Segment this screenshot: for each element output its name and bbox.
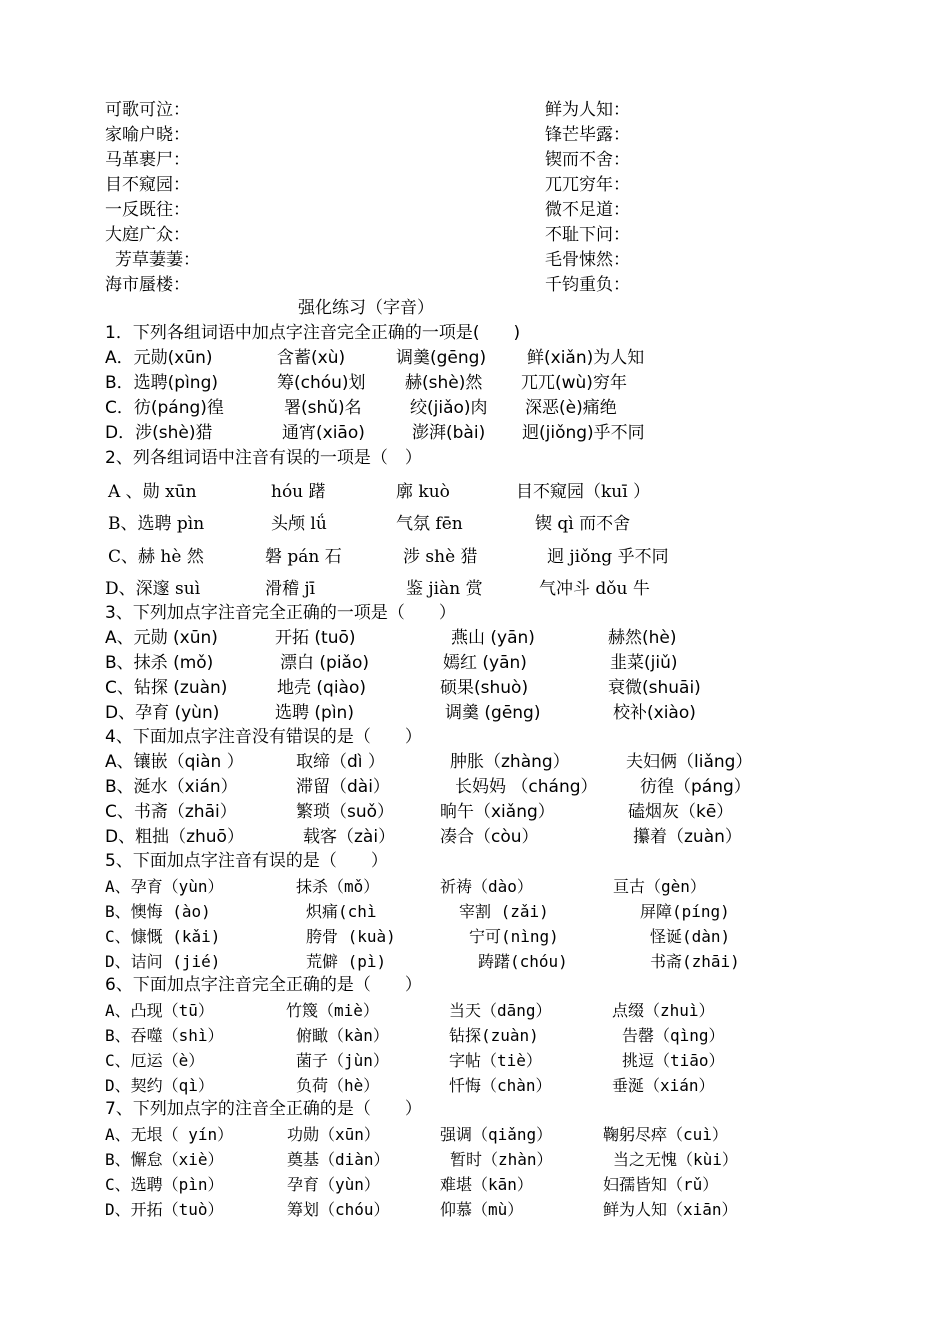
- idiom-left: 海市蜃楼：: [105, 275, 190, 295]
- option-cell: B、懊悔 (ào): [105, 902, 211, 921]
- option-row: [0, 701, 950, 726]
- option-row: [0, 800, 950, 825]
- option-cell: 选聘 (pìn): [275, 703, 354, 723]
- option-row: [0, 371, 950, 396]
- q2-stem: 2、列各组词语中注音有误的一项是（ ）: [105, 448, 422, 468]
- option-cell: 目不窥园（kuī ）: [516, 482, 651, 502]
- option-row: [0, 775, 950, 800]
- option-row: [0, 750, 950, 775]
- question-stem: [0, 849, 950, 874]
- option-cell: 炽痛(chì: [306, 902, 377, 921]
- option-cell: 彷徨（páng）: [640, 777, 751, 797]
- option-cell: A 、勋 xūn: [108, 482, 197, 502]
- option-row: [0, 1122, 950, 1147]
- option-cell: D、契约（qì）: [105, 1076, 214, 1095]
- question-stem: [0, 321, 950, 346]
- idiom-right: 微不足道：: [545, 200, 630, 220]
- option-cell: B．选聘(pìng): [105, 373, 219, 393]
- option-cell: 抹杀（mǒ）: [296, 877, 380, 896]
- option-row: [0, 346, 950, 371]
- option-cell: 鲜(xiǎn)为人知: [527, 348, 645, 368]
- idiom-row: [0, 98, 950, 123]
- option-cell: D、诘问 (jié): [105, 952, 221, 971]
- section-title: 强化练习（字音）: [298, 298, 434, 318]
- option-cell: 强调（qiǎng）: [440, 1125, 553, 1144]
- option-row: [0, 899, 950, 924]
- option-cell: 取缔（dì ）: [296, 752, 385, 772]
- question-stem: [0, 446, 950, 471]
- option-cell: C、书斋（zhāi）: [105, 802, 237, 822]
- option-cell: B、懈怠（xiè）: [105, 1150, 224, 1169]
- option-cell: 亘古（gèn）: [613, 877, 706, 896]
- option-cell: 暂时（zhàn）: [450, 1150, 553, 1169]
- option-cell: 廓 kuò: [396, 482, 450, 502]
- idiom-left: 可歌可泣：: [105, 100, 190, 120]
- option-cell: 夫妇俩（liǎng）: [626, 752, 753, 772]
- option-cell: 字帖（tiè）: [449, 1051, 542, 1070]
- option-cell: 繁琐（suǒ）: [296, 802, 395, 822]
- idiom-left: 马革裹尸：: [105, 150, 190, 170]
- idiom-right: 毛骨悚然：: [545, 250, 630, 270]
- idiom-right: 锋芒毕露：: [545, 125, 630, 145]
- option-cell: C、选聘（pìn）: [105, 1175, 224, 1194]
- q5-stem: 5、下面加点字注音有误的是（ ）: [105, 851, 388, 871]
- idiom-row: [0, 223, 950, 248]
- option-row: [0, 545, 950, 570]
- option-cell: 赫(shè)然: [405, 373, 483, 393]
- option-row: [0, 949, 950, 974]
- option-cell: D．涉(shè)猎: [105, 423, 213, 443]
- option-cell: 肿胀（zhàng）: [450, 752, 570, 772]
- option-cell: 难堪（kān）: [440, 1175, 533, 1194]
- idiom-left: 目不窥园：: [105, 175, 190, 195]
- option-cell: 俯瞰（kàn）: [296, 1026, 389, 1045]
- option-cell: A、孕育（yùn）: [105, 877, 224, 896]
- option-cell: 涉 shè 猎: [403, 547, 478, 567]
- option-cell: 迥(jiǒng)乎不同: [522, 423, 645, 443]
- option-cell: 奠基（diàn）: [287, 1150, 390, 1169]
- option-cell: C、钻探 (zuàn): [105, 678, 228, 698]
- idiom-row: [0, 123, 950, 148]
- option-cell: 含蓄(xù): [277, 348, 346, 368]
- option-cell: 磐 pán 石: [265, 547, 342, 567]
- option-row: [0, 421, 950, 446]
- option-cell: C、慷慨 (kǎi): [105, 927, 221, 946]
- option-cell: 忏悔（chàn）: [449, 1076, 552, 1095]
- option-cell: 宁可(nìng): [469, 927, 559, 946]
- option-cell: 调羹 (gēng): [445, 703, 541, 723]
- q1-stem: 1．下列各组词语中加点字注音完全正确的一项是( ): [105, 323, 521, 343]
- idiom-left: 一反既往：: [105, 200, 190, 220]
- option-row: [0, 924, 950, 949]
- option-cell: 头颅 lǘ: [271, 514, 327, 534]
- idiom-right: 不耻下问：: [545, 225, 630, 245]
- option-cell: 磕烟灰（kē）: [628, 802, 734, 822]
- idiom-right: 鲜为人知：: [545, 100, 630, 120]
- option-cell: 署(shǔ)名: [284, 398, 362, 418]
- option-cell: 书斋(zhāi): [650, 952, 740, 971]
- question-stem: [0, 973, 950, 998]
- option-cell: 衰微(shuāi): [608, 678, 701, 698]
- option-cell: 燕山 (yān): [451, 628, 535, 648]
- idiom-left: 芳草萋萋：: [115, 250, 200, 270]
- option-cell: 踌躇(chóu): [478, 952, 568, 971]
- option-cell: 地壳 (qiào): [277, 678, 367, 698]
- option-cell: B、选聘 pìn: [108, 514, 205, 534]
- idiom-right: 千钧重负：: [545, 275, 630, 295]
- q6-stem: 6、下面加点字注音完全正确的是（ ）: [105, 975, 422, 995]
- option-row: [0, 396, 950, 421]
- option-cell: 负荷（hè）: [296, 1076, 380, 1095]
- question-stem: [0, 725, 950, 750]
- option-cell: 凑合（còu）: [440, 827, 539, 847]
- option-cell: 竹篾（miè）: [286, 1001, 379, 1020]
- option-row: [0, 1023, 950, 1048]
- option-cell: 筹(chóu)划: [277, 373, 366, 393]
- option-cell: 澎湃(bài): [412, 423, 486, 443]
- idiom-right: 兀兀穷年：: [545, 175, 630, 195]
- option-row: [0, 998, 950, 1023]
- option-cell: 开拓 (tuō): [275, 628, 356, 648]
- option-cell: 兀兀(wù)穷年: [521, 373, 627, 393]
- option-row: [0, 512, 950, 537]
- option-row: [0, 1073, 950, 1098]
- option-cell: B、抹杀 (mǒ): [105, 653, 214, 673]
- option-row: [0, 676, 950, 701]
- option-row: [0, 1172, 950, 1197]
- option-cell: 锲 qì 而不舍: [535, 514, 631, 534]
- idiom-row: [0, 148, 950, 173]
- option-cell: 气氛 fēn: [396, 514, 463, 534]
- option-cell: 嫣红 (yān): [443, 653, 527, 673]
- option-row: [0, 577, 950, 602]
- option-cell: 赫然(hè): [608, 628, 677, 648]
- option-cell: 鲜为人知（xiān）: [603, 1200, 738, 1219]
- option-cell: 祈祷（dào）: [440, 877, 533, 896]
- idiom-right: 锲而不舍：: [545, 150, 630, 170]
- option-cell: 当天（dāng）: [449, 1001, 552, 1020]
- option-cell: 深恶(è)痛绝: [525, 398, 617, 418]
- option-row: [0, 825, 950, 850]
- option-cell: D、开拓（tuò）: [105, 1200, 224, 1219]
- option-cell: 通宵(xiāo): [282, 423, 365, 443]
- option-cell: 点缀（zhuì）: [612, 1001, 715, 1020]
- idiom-left: 大庭广众：: [105, 225, 190, 245]
- option-row: [0, 874, 950, 899]
- option-cell: hóu 躇: [271, 482, 326, 502]
- option-cell: D、孕育 (yùn): [105, 703, 220, 723]
- option-cell: 荒僻 (pì): [306, 952, 387, 971]
- option-cell: 攥着（zuàn）: [633, 827, 742, 847]
- option-cell: 调羹(gēng): [396, 348, 487, 368]
- option-cell: 绞(jiǎo)肉: [410, 398, 488, 418]
- option-cell: 挑逗（tiāo）: [622, 1051, 725, 1070]
- option-cell: 孕育（yùn）: [287, 1175, 380, 1194]
- option-row: [0, 1147, 950, 1172]
- option-cell: D、粗拙（zhuō）: [105, 827, 244, 847]
- option-cell: 漂白 (piǎo): [280, 653, 370, 673]
- option-cell: 韭菜(jiǔ): [610, 653, 678, 673]
- option-cell: 校补(xiào): [613, 703, 696, 723]
- option-cell: 硕果(shuò): [440, 678, 529, 698]
- option-cell: 仰慕（mù）: [440, 1200, 524, 1219]
- idiom-row: [0, 273, 950, 298]
- idiom-row: [0, 198, 950, 223]
- option-row: [0, 1048, 950, 1073]
- option-cell: 筹划（chóu）: [287, 1200, 390, 1219]
- option-cell: 垂涎（xián）: [612, 1076, 715, 1095]
- question-stem: [0, 601, 950, 626]
- idiom-row: [0, 173, 950, 198]
- option-cell: 菌子（jùn）: [296, 1051, 389, 1070]
- option-cell: A、无垠（ yín）: [105, 1125, 234, 1144]
- option-cell: 钻探(zuàn): [449, 1026, 539, 1045]
- option-cell: A．元勋(xūn): [105, 348, 213, 368]
- option-cell: 怪诞(dàn): [650, 927, 731, 946]
- q7-stem: 7、下列加点字的注音全正确的是（ ）: [105, 1099, 422, 1119]
- option-cell: 滑稽 jī: [265, 579, 316, 599]
- question-stem: [0, 1097, 950, 1122]
- option-row: [0, 480, 950, 505]
- option-row: [0, 651, 950, 676]
- option-row: [0, 1197, 950, 1222]
- option-cell: 滞留（dài）: [296, 777, 390, 797]
- q3-stem: 3、下列加点字注音完全正确的一项是（ ）: [105, 603, 456, 623]
- option-cell: 迥 jiǒng 乎不同: [547, 547, 669, 567]
- option-cell: C、厄运（è）: [105, 1051, 205, 1070]
- option-cell: A、镶嵌（qiàn ）: [105, 752, 244, 772]
- option-cell: C．彷(páng)徨: [105, 398, 224, 418]
- option-cell: 鉴 jiàn 赏: [406, 579, 483, 599]
- option-cell: 当之无愧（kùi）: [613, 1150, 738, 1169]
- option-cell: A、凸现（tū）: [105, 1001, 214, 1020]
- option-cell: 宰割 (zǎi): [459, 902, 549, 921]
- option-cell: 妇孺皆知（rǔ）: [603, 1175, 719, 1194]
- q4-stem: 4、下面加点字注音没有错误的是（ ）: [105, 727, 422, 747]
- option-cell: 载客（zài）: [303, 827, 396, 847]
- option-cell: 气冲斗 dǒu 牛: [539, 579, 650, 599]
- option-cell: 告罄（qìng）: [622, 1026, 725, 1045]
- idiom-row: [0, 248, 950, 273]
- option-cell: D、深邃 suì: [105, 579, 201, 599]
- option-cell: 胯骨 (kuà): [306, 927, 396, 946]
- option-cell: 晌午（xiǎng）: [440, 802, 555, 822]
- option-cell: C、赫 hè 然: [108, 547, 204, 567]
- option-row: [0, 626, 950, 651]
- option-cell: 长妈妈 （cháng）: [455, 777, 598, 797]
- option-cell: B、涎水（xián）: [105, 777, 238, 797]
- option-cell: A、元勋 (xūn): [105, 628, 218, 648]
- option-cell: B、吞噬（shì）: [105, 1026, 224, 1045]
- option-cell: 屏障(píng): [640, 902, 730, 921]
- idiom-left: 家喻户晓：: [105, 125, 190, 145]
- option-cell: 功勋（xūn）: [287, 1125, 380, 1144]
- option-cell: 鞠躬尽瘁（cuì）: [603, 1125, 728, 1144]
